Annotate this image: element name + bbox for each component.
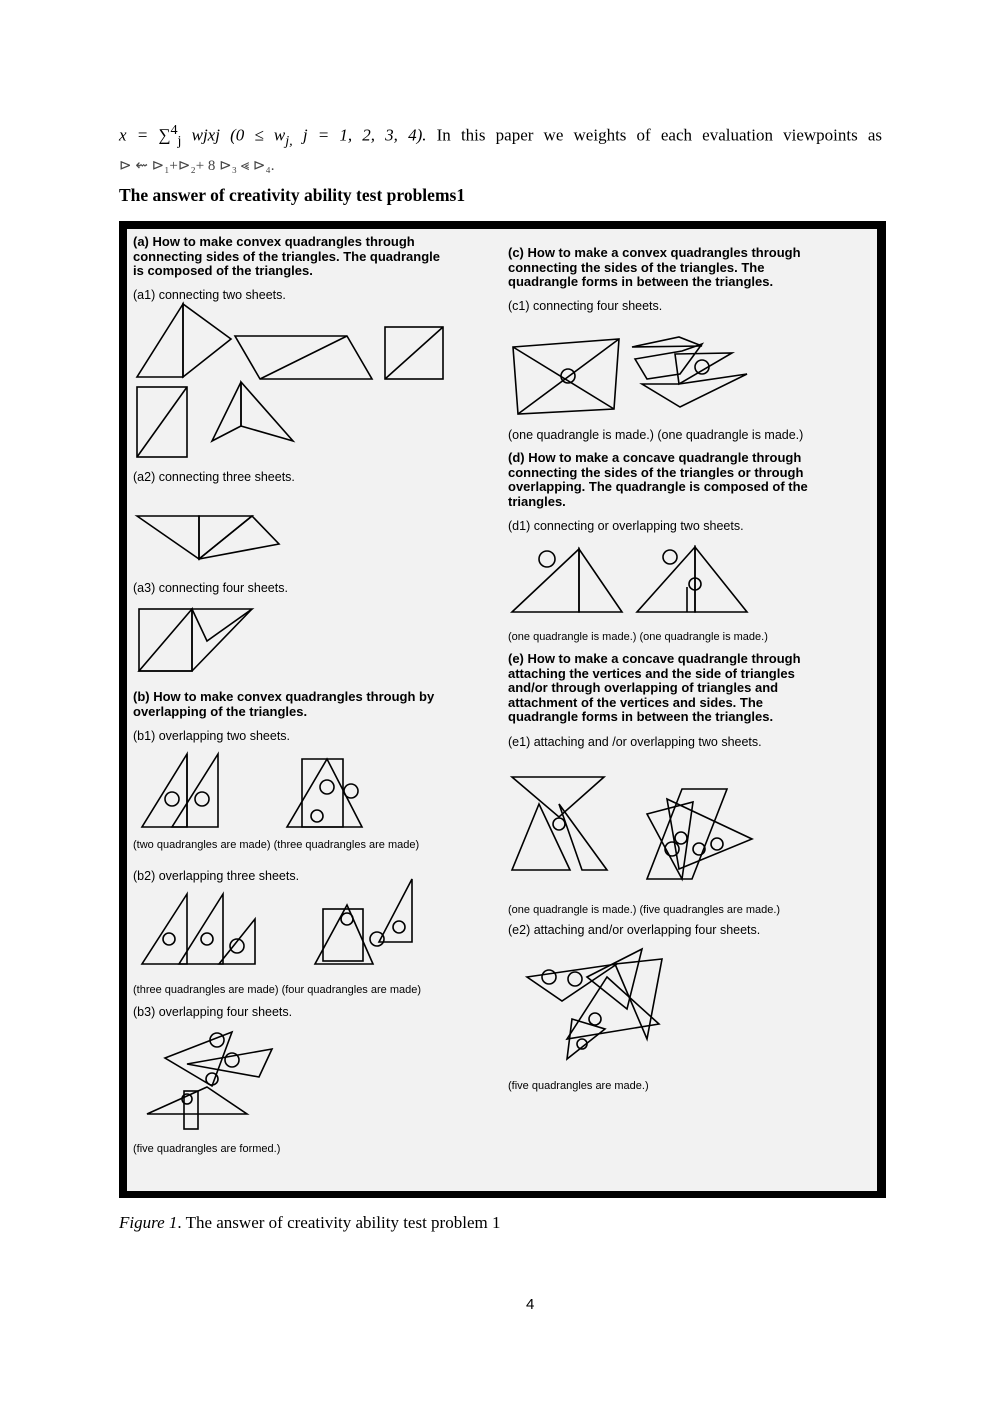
garbled-formula: ⊳ ⇜ ⊳₁+⊳₂+ 8 ⊳₃ ⪡ ⊳₄. (119, 158, 275, 174)
e2-note: (five quadrangles are made.) (508, 1080, 649, 1092)
b3-drawings (147, 1032, 272, 1129)
d1-drawings (512, 547, 747, 612)
b2-drawings (142, 879, 412, 964)
d1-label: (d1) connecting or overlapping two sheets. (508, 519, 744, 533)
b1-drawings (142, 754, 362, 827)
b2-label: (b2) overlapping three sheets. (133, 869, 300, 883)
e2-label: (e2) attaching and/or overlapping four sheets. (508, 923, 761, 937)
a3-label: (a3) connecting four sheets. (133, 581, 288, 595)
c-title: (c) How to make a convex quadrangles through connecting the sides of the triangles. The quadrangle forms in between the triangles. (508, 245, 801, 290)
e1-label: (e1) attaching and /or overlapping two sheets. (508, 735, 762, 749)
b1-note: (two quadrangles are made) (three quadrangles are made) (133, 839, 420, 851)
a2-drawings (137, 516, 279, 559)
b3-label: (b3) overlapping four sheets. (133, 1005, 293, 1019)
c1-label: (c1) connecting four sheets. (508, 299, 663, 313)
d-title: (d) How to make a concave quadrangle through connecting the sides of the triangles or through overlapping. The quadrangle is composed of the triangles. (508, 450, 808, 509)
section-heading: The answer of creativity ability test problems1 (119, 185, 466, 205)
e2-drawings (527, 949, 662, 1059)
figure-caption: Figure 1. The answer of creativity ability test problem 1 (119, 1213, 501, 1232)
e-title: (e) How to make a concave quadrangle through attaching the vertices and the side of triangles and/or through overlapping of triangles and attachment of the vertices and sides. The quadrangle forms in between the triangles. (508, 651, 801, 725)
figure-1 (119, 221, 886, 1198)
a2-label: (a2) connecting three sheets. (133, 470, 295, 484)
formula-line: x = ∑$^4_j$ wjxj ($0 \le w_{j,}$ j = 1, 2, 3, 4). In this paper we weights of each evaluation viewpoints as (119, 122, 883, 150)
c1-note: (one quadrangle is made.) (one quadrangle is made.) (508, 428, 804, 442)
e1-note: (one quadrangle is made.) (five quadrangles are made.) (508, 904, 781, 916)
d1-note: (one quadrangle is made.) (one quadrangle is made.) (508, 631, 768, 643)
a3-drawings (139, 609, 252, 671)
a1-label: (a1) connecting two sheets. (133, 288, 286, 302)
b2-note: (three quadrangles are made) (four quadrangles are made) (133, 984, 421, 996)
c1-drawings (513, 337, 747, 414)
page-number: 4 (526, 1296, 535, 1313)
e1-drawings (512, 777, 752, 879)
figure-drawings (127, 229, 877, 1191)
figure-panel (127, 229, 877, 1191)
a1-drawings (137, 304, 443, 457)
a-title: (a) How to make convex quadrangles through connecting sides of the triangles. The quadrangle is composed of the triangles. (133, 234, 440, 279)
b-title: (b) How to make convex quadrangles through by overlapping of the triangles. (133, 689, 435, 719)
b1-label: (b1) overlapping two sheets. (133, 729, 291, 743)
b3-note: (five quadrangles are formed.) (133, 1143, 281, 1155)
